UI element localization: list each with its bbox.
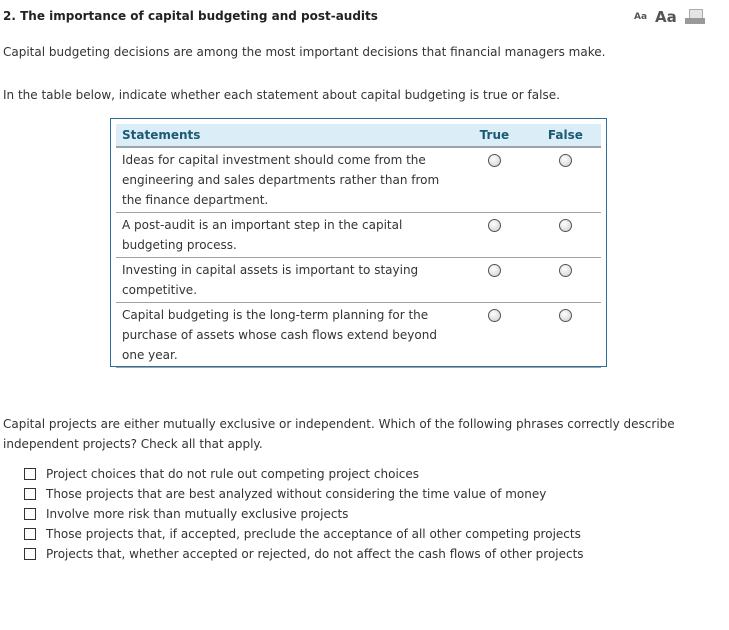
- option-label: Project choices that do not rule out competing project choices: [46, 467, 420, 481]
- checkbox[interactable]: [24, 508, 36, 520]
- option-item[interactable]: [24, 544, 584, 564]
- checkbox[interactable]: [24, 488, 36, 500]
- header-false: False: [530, 124, 601, 147]
- option-label: Those projects that are best analyzed without considering the time value of money: [46, 487, 547, 501]
- question-2-text: Capital projects are either mutually exclusive or independent. Which of the following phrases correctly describe independent projects? Check all that apply.: [3, 417, 675, 451]
- option-label: Involve more risk than mutually exclusive projects: [46, 507, 349, 521]
- true-radio[interactable]: [488, 219, 501, 232]
- statement-text: A post-audit is an important step in the capital budgeting process.: [116, 213, 459, 258]
- print-icon[interactable]: [685, 9, 705, 25]
- table-row: [116, 258, 601, 303]
- question-title: 2. The importance of capital budgeting and post-audits: [3, 9, 378, 23]
- intro-text: Capital budgeting decisions are among the most important decisions that financial managers make.: [3, 45, 606, 59]
- checkbox[interactable]: [24, 528, 36, 540]
- false-radio[interactable]: [559, 154, 572, 167]
- checkbox[interactable]: [24, 548, 36, 560]
- option-label: Projects that, whether accepted or rejected, do not affect the cash flows of other projects: [46, 547, 584, 561]
- statement-text: Ideas for capital investment should come from the engineering and sales departments rather than from the finance department.: [116, 147, 459, 213]
- instruction-text: In the table below, indicate whether each statement about capital budgeting is true or false.: [3, 88, 560, 102]
- option-item[interactable]: [24, 524, 584, 544]
- header-true: True: [459, 124, 530, 147]
- option-label: Those projects that, if accepted, preclude the acceptance of all other competing projects: [46, 527, 581, 541]
- false-radio[interactable]: [559, 264, 572, 277]
- option-item[interactable]: [24, 504, 584, 524]
- statement-text: Capital budgeting is the long-term planning for the purchase of assets whose cash flows extend beyond one year.: [116, 303, 459, 368]
- decrease-font-button[interactable]: Aa: [634, 12, 648, 22]
- toolbar: [634, 8, 705, 26]
- options-list: [24, 464, 584, 564]
- true-radio[interactable]: [488, 154, 501, 167]
- option-item[interactable]: [24, 464, 584, 484]
- false-radio[interactable]: [559, 309, 572, 322]
- header-statements: Statements: [116, 124, 459, 147]
- table-row: [116, 147, 601, 213]
- checkbox[interactable]: [24, 468, 36, 480]
- increase-font-button[interactable]: Aa: [655, 8, 677, 26]
- statement-text: Investing in capital assets is important to staying competitive.: [116, 258, 459, 303]
- table-row: [116, 303, 601, 368]
- true-radio[interactable]: [488, 264, 501, 277]
- option-item[interactable]: [24, 484, 584, 504]
- statements-table: [110, 118, 607, 367]
- table-row: [116, 213, 601, 258]
- false-radio[interactable]: [559, 219, 572, 232]
- true-radio[interactable]: [488, 309, 501, 322]
